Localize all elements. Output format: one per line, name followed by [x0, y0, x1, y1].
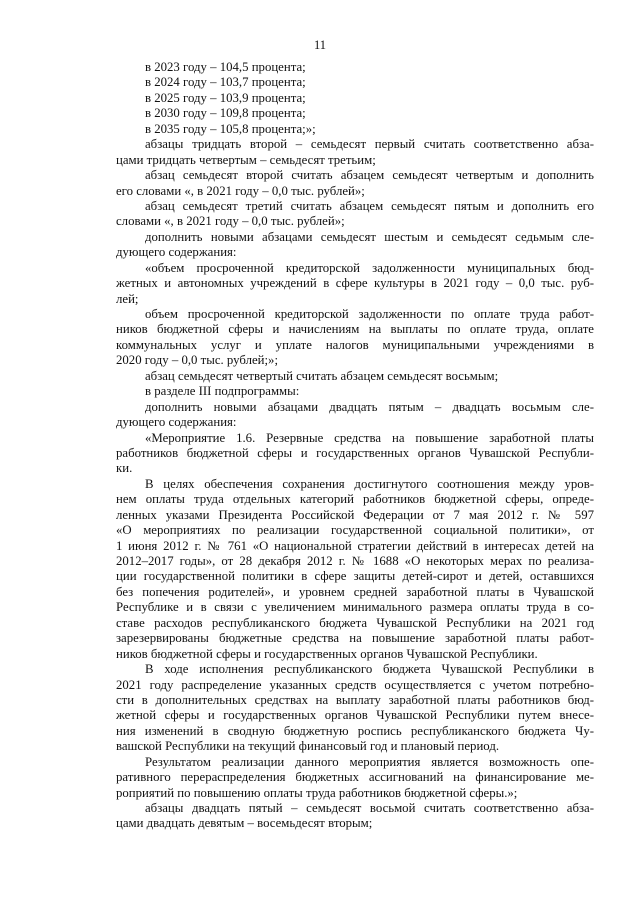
text-line: «Мероприятие 1.6. Резервные средства на повышение заработной платы — [145, 430, 594, 445]
text-line: в 2025 году – 103,9 процента; — [145, 90, 306, 105]
document-body — [116, 60, 594, 832]
text-line: дующего содержания: — [116, 415, 237, 430]
text-line: ников бюджетной сферы и государственных органов Чувашской Республики. — [116, 646, 538, 661]
text-line: ния изменений в сводную бюджетную роспись республиканского бюджета Чу- — [116, 723, 594, 738]
text-line: абзац семьдесят третий считать абзацем семьдесят пятым и дополнить его — [145, 198, 594, 213]
text-line: ставе расходов республиканского бюджета Чувашской Республики на 2021 год — [116, 615, 594, 630]
text-line: ников бюджетной сферы и начислениям на выплаты по оплате труда, оплате — [116, 322, 594, 337]
text-line: В ходе исполнения республиканского бюджета Чувашской Республики в — [145, 662, 594, 677]
text-line: объем просроченной кредиторской задолженности по оплате труда работ- — [145, 307, 594, 321]
text-line: зарезервированы бюджетные средства на повышение заработной платы работ- — [116, 631, 594, 646]
text-line: дополнить новыми абзацами двадцать пятым – двадцать восьмым сле- — [145, 399, 594, 414]
text-line: его словами «, в 2021 году – 0,0 тыс. рублей»; — [116, 183, 365, 198]
text-line: дополнить новыми абзацами семьдесят шестым и семьдесят седьмым сле- — [145, 229, 594, 244]
text-line: ленных указами Президента Российской Федерации от 7 мая 2012 г. № 597 — [116, 507, 594, 522]
text-line: жетных и автономных учреждений в сфере культуры в 2021 году – 0,0 тыс. руб- — [116, 276, 594, 291]
text-line: коммунальных услуг и уплате налогов муниципальными учреждениями в — [116, 337, 594, 352]
text-line: абзацы тридцать второй – семьдесят первый считать соответственно абза- — [145, 137, 594, 152]
text-line: вашской Республики на текущий финансовый год и плановый период. — [116, 739, 500, 754]
text-line: Республике и в связи с увеличением минимального размера оплаты труда в со- — [116, 600, 594, 615]
text-line: 1 июня 2012 г. № 761 «О национальной стратегии действий в интересах детей на — [116, 538, 594, 553]
text-line: в 2023 году – 104,5 процента; — [145, 60, 306, 74]
text-line: ки. — [116, 461, 133, 476]
text-line: 2021 году распределение указанных средств осуществляется с учетом потребно- — [116, 677, 594, 692]
text-line: работников бюджетной сферы и государственных органов Чувашской Республи- — [116, 445, 594, 460]
text-line: сти в дополнительных средствах на выплату заработной платы работников бюд- — [116, 692, 594, 707]
text-line: в 2030 году – 109,8 процента; — [145, 106, 306, 121]
text-line: в разделе III подпрограммы: — [145, 384, 300, 399]
text-line: Результатом реализации данного мероприятия является возможность опе- — [145, 754, 594, 769]
text-line: цами двадцать девятым – восемьдесят вторым; — [116, 816, 373, 831]
text-line: дующего содержания: — [116, 245, 237, 260]
text-line: цами тридцать четвертым – семьдесят третьим; — [116, 152, 376, 167]
text-line: 2020 году – 0,0 тыс. рублей;»; — [116, 353, 278, 368]
text-line: В целях обеспечения сохранения достигнутого соотношения между уров- — [145, 476, 594, 491]
text-line: абзацы двадцать пятый – семьдесят восьмой считать соответственно абза- — [145, 801, 594, 815]
text-line: роприятий по повышению оплаты труда работников бюджетной сферы.»; — [116, 785, 518, 800]
text-line: лей; — [116, 291, 139, 306]
text-line: ции государственной политики в сфере защиты детей-сирот и детей, оставшихся — [116, 569, 594, 584]
text-line: жетной сферы и государственных органов Чувашской Республики путем внесе- — [116, 708, 594, 723]
text-line: «объем просроченной кредиторской задолженности муниципальных бюд- — [145, 260, 594, 275]
text-line: «О мероприятиях по реализации государственной социальной политики», от — [116, 523, 594, 538]
text-line: абзац семьдесят второй считать абзацем семьдесят четвертым и дополнить — [145, 168, 594, 183]
text-line: без попечения родителей», и уровнем средней заработной платы в Чувашской — [116, 584, 594, 599]
text-line: 2012–2017 годы», от 28 декабря 2012 г. № 1688 «О некоторых мерах по реализа- — [116, 554, 594, 568]
text-line: в 2035 году – 105,8 процента;»; — [145, 121, 316, 136]
text-line: словами «, в 2021 году – 0,0 тыс. рублей»; — [116, 214, 345, 229]
text-line: нем оплаты труда отдельных категорий работников бюджетной сферы, опреде- — [116, 492, 594, 507]
text-line: ративного перераспределения бюджетных ассигнований на финансирование ме- — [116, 770, 594, 785]
text-line: абзац семьдесят четвертый считать абзацем семьдесят восьмым; — [145, 368, 499, 383]
page-number: 11 — [313, 38, 327, 52]
text-line: в 2024 году – 103,7 процента; — [145, 75, 306, 90]
